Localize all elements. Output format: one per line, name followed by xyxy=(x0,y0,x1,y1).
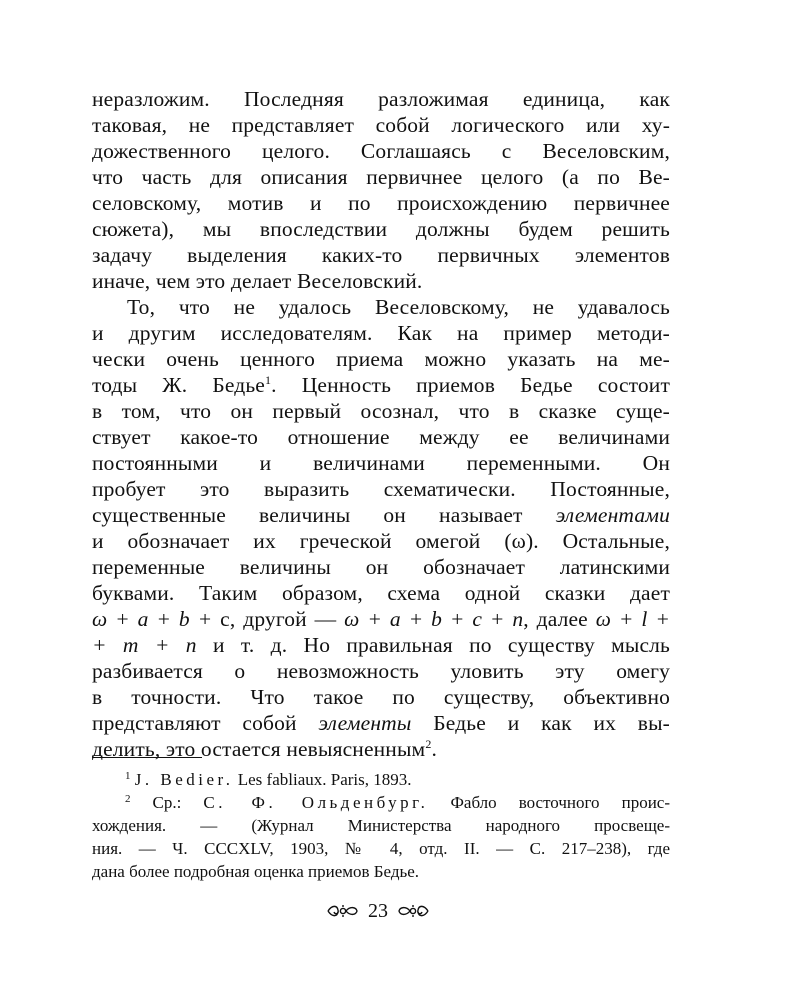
footnote-text: Ср.: xyxy=(130,793,204,812)
text-run: представляют собой xyxy=(92,711,319,735)
text-run: делить, это остается невыясненным xyxy=(92,737,426,761)
page-number: 23 xyxy=(368,900,388,922)
footnote-text: Фабло восточного проис- xyxy=(428,793,670,812)
page-footer xyxy=(318,896,438,926)
formula: + m + n xyxy=(92,633,197,657)
footnote-mark: 1 xyxy=(125,770,131,782)
text-run: , далее xyxy=(523,607,596,631)
text-line xyxy=(92,606,670,632)
fleuron-left-icon xyxy=(326,901,360,921)
text-line: пробует это выразить схематически. Постоянные, xyxy=(92,477,670,501)
footnote-1 xyxy=(92,768,670,791)
text-line: и другим исследователям. Как на пример методи- xyxy=(92,321,670,345)
footnote-author: J. Bedier. xyxy=(134,770,234,789)
italic-term: элементами xyxy=(555,503,670,527)
footnote-2 xyxy=(92,791,670,814)
paragraph-2 xyxy=(92,294,670,762)
text-line: постоянными и величинами переменными. Он xyxy=(92,451,670,475)
text-line xyxy=(92,502,670,528)
paragraph-1 xyxy=(92,86,670,294)
footnote-text: Les fabliaux. Paris, 1893. xyxy=(233,770,412,789)
footnote-line: ния. — Ч. CCCXLV, 1903, № 4, отд. II. — С. 217–238), где xyxy=(92,839,670,858)
text-line xyxy=(92,710,670,736)
footnote-author: С. Ф. Ольденбург. xyxy=(203,793,429,812)
formula: ω + l + xyxy=(595,607,670,631)
footnote-line: хождения. — (Журнал Министерства народного просвеще- xyxy=(92,816,670,835)
text-run: и т. д. Но правильная по существу мысль xyxy=(196,633,670,657)
text-line xyxy=(92,372,670,398)
text-line: буквами. Таким образом, схема одной сказки дает xyxy=(92,581,670,605)
text-line: чески очень ценного приема можно указать на ме- xyxy=(92,347,670,371)
footnote-divider xyxy=(92,757,202,758)
italic-term: элементы xyxy=(318,711,412,735)
text-line: ствует какое-то отношение между ее величинами xyxy=(92,425,670,449)
footnote-mark: 2 xyxy=(125,793,131,805)
text-run: тоды Ж. Бедье xyxy=(92,373,265,397)
text-line: селовскому, мотив и по происхождению первичнее xyxy=(92,191,670,215)
text-run: с, другой — xyxy=(212,607,345,631)
main-text xyxy=(92,86,670,762)
text-line: дожественного целого. Соглашаясь с Веселовским, xyxy=(92,139,670,163)
text-line xyxy=(92,632,670,658)
text-line: переменные величины он обозначает латинскими xyxy=(92,555,670,579)
text-line: задачу выделения каких-то первичных элементов xyxy=(92,243,670,267)
text-line: и обозначает их греческой омегой (ω). Остальные, xyxy=(92,529,670,553)
text-line: сюжета), мы впоследствии должны будем решить xyxy=(92,217,670,241)
text-line xyxy=(92,736,670,762)
text-line: разбивается о невозможность уловить эту омегу xyxy=(92,659,670,683)
text-line: в том, что он первый осознал, что в сказке суще- xyxy=(92,399,670,423)
footnotes xyxy=(92,768,670,883)
text-run: Бедье и как их вы- xyxy=(411,711,670,735)
text-line: иначе, чем это делает Веселовский. xyxy=(92,269,423,293)
footnote-ref-2[interactable]: 2 xyxy=(425,737,432,751)
fleuron-right-icon xyxy=(396,901,430,921)
formula: ω + a + b + xyxy=(92,607,213,631)
text-line: То, что не удалось Веселовскому, не удавалось xyxy=(127,295,670,319)
text-line: таковая, не представляет собой логического или ху- xyxy=(92,113,670,137)
text-line: неразложим. Последняя разложимая единица, как xyxy=(92,87,670,111)
footnote-ref-1[interactable]: 1 xyxy=(264,373,272,387)
text-run: существенные величины он называет xyxy=(92,503,556,527)
footnote-line: дана более подробная оценка приемов Бедье. xyxy=(92,862,420,881)
text-run: . Ценность приемов Бедье состоит xyxy=(271,373,670,397)
formula: ω + a + b + c + n xyxy=(344,607,524,631)
text-line: в точности. Что такое по существу, объективно xyxy=(92,685,670,709)
text-line: что часть для описания первичнее целого (а по Ве- xyxy=(92,165,670,189)
text-run: . xyxy=(431,737,437,761)
